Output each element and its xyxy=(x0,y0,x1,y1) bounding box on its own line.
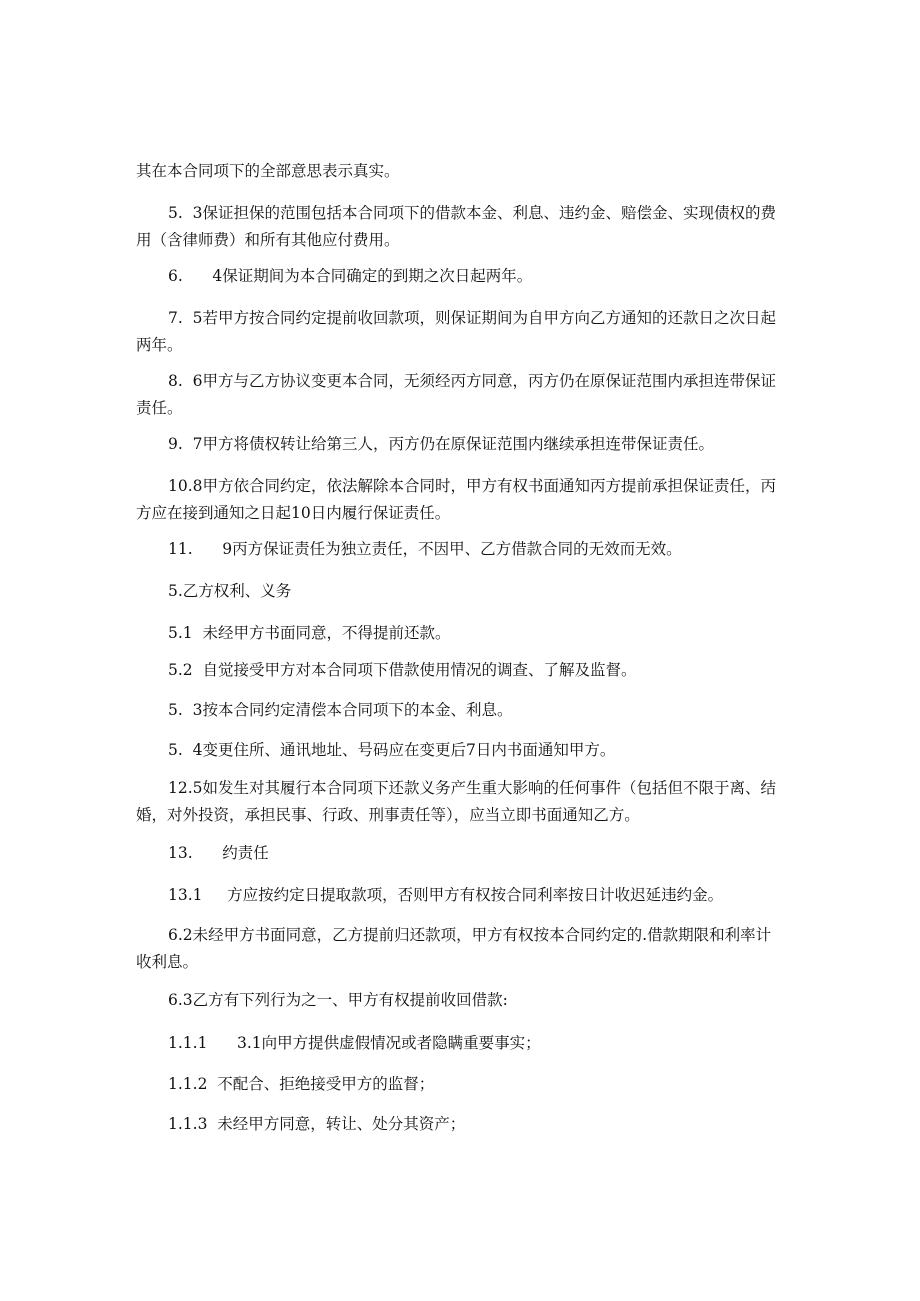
paragraph-clause-9-7: 9. 7甲方将债权转让给第三人，丙方仍在原保证范围内继续承担连带保证责任。 xyxy=(168,435,715,453)
paragraph-clause-5-1: 5.1 未经甲方书面同意，不得提前还款。 xyxy=(168,624,451,642)
paragraph-clause-6-4: 6. 4保证期间为本合同确定的到期之次日起两年。 xyxy=(168,267,533,285)
paragraph-clause-8-6: 8. 6甲方与乙方协议变更本合同，无须经丙方同意，丙方仍在原保证范围内承担连带保证责任。 xyxy=(136,372,777,417)
paragraph-clause-7-5: 7. 5若甲方按合同约定提前收回款项，则保证期间为自甲方向乙方通知的还款日之次日起两年。 xyxy=(136,309,777,354)
paragraph-clause-5-3b: 5. 3按本合同约定清偿本合同项下的本金、利息。 xyxy=(168,701,513,719)
paragraph-clause-11-9: 11. 9丙方保证责任为独立责任，不因甲、乙方借款合同的无效而无效。 xyxy=(168,540,682,558)
list-item-1-1-1: 1.1.1 3.1向甲方提供虚假情况或者隐瞒重要事实； xyxy=(168,1034,541,1052)
list-item-1-1-3: 1.1.3 未经甲方同意，转让、处分其资产； xyxy=(168,1115,466,1133)
paragraph-clause-12-5: 12.5如发生对其履行本合同项下还款义务产生重大影响的任何事件（包括但不限于离、结婚，对外投资，承担民事、行政、刑事责任等），应当立即书面通知乙方。 xyxy=(136,779,777,824)
paragraph-clause-5-4: 5. 4变更住所、通讯地址、号码应在变更后7日内书面通知甲方。 xyxy=(168,741,616,759)
section-heading-liability: 13. 约责任 xyxy=(168,844,269,862)
paragraph-clause-10-8: 10.8甲方依合同约定，依法解除本合同时，甲方有权书面通知丙方提前承担保证责任，丙方应在接到通知之日起10日内履行保证责任。 xyxy=(136,477,777,522)
paragraph-clause-13-1: 13.1 方应按约定日提取款项，否则甲方有权按合同利率按日计收迟延违约金。 xyxy=(168,886,724,904)
paragraph-clause-6-3: 6.3乙方有下列行为之一、甲方有权提前收回借款: xyxy=(168,991,508,1009)
list-item-1-1-2: 1.1.2 不配合、拒绝接受甲方的监督； xyxy=(168,1075,435,1093)
paragraph-clause-5-2: 5.2 自觉接受甲方对本合同项下借款使用情况的调查、了解及监督。 xyxy=(168,661,637,679)
section-heading-party-b-rights: 5.乙方权利、义务 xyxy=(168,582,292,600)
paragraph-clause-6-2: 6.2未经甲方书面同意，乙方提前归还款项，甲方有权按本合同约定的.借款期限和利率计收利息。 xyxy=(136,926,772,971)
paragraph-clause-5-3: 5. 3保证担保的范围包括本合同项下的借款本金、利息、违约金、赔偿金、实现债权的费用（含律师费）和所有其他应付费用。 xyxy=(136,204,777,249)
paragraph-continuation: 其在本合同项下的全部意思表示真实。 xyxy=(136,162,400,180)
